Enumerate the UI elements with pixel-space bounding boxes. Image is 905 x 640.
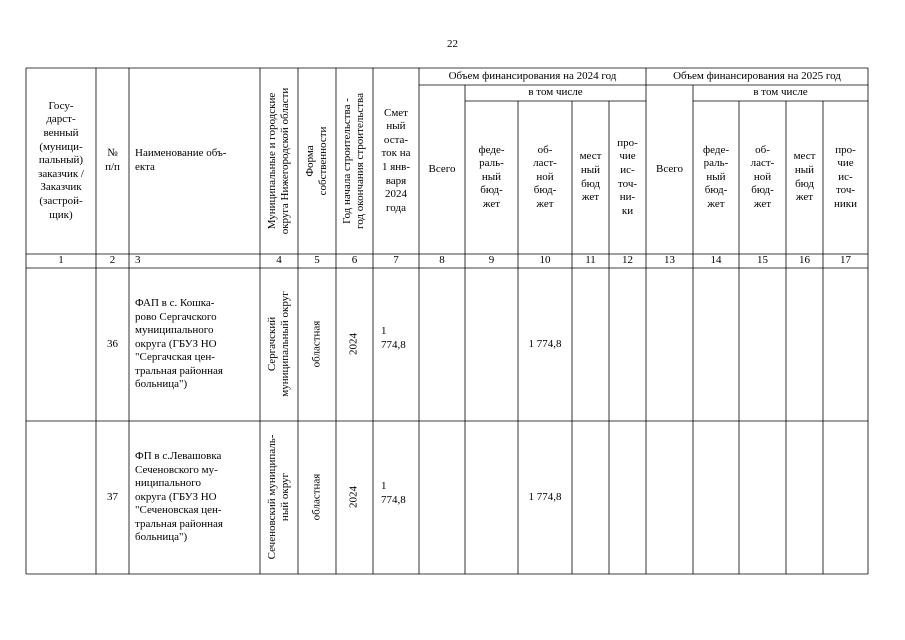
row-37-municipal: Сеченовский муниципаль- ный округ: [266, 434, 291, 560]
col-number-14: 14: [710, 254, 722, 267]
row-37-number: 37: [107, 490, 118, 503]
col-number-9: 9: [488, 254, 495, 267]
header-name: Наименование объ- екта: [135, 147, 227, 173]
col-number-6: 6: [351, 254, 358, 267]
header-federal-2024: феде- раль- ный бюд- жет: [478, 143, 505, 210]
header-years: Год начала строительства - год окончания строительства: [341, 93, 366, 229]
header-local-2025: мест ный бюд жет: [793, 150, 816, 204]
header-other-2025: про- чие ис- точ- ники: [833, 143, 857, 210]
row-36-number: 36: [107, 337, 118, 350]
row-37-years: 2024: [347, 486, 360, 508]
row-36-name: ФАП в с. Кошка- рово Сергачского муниципального округа (ГБУЗ НО "Сергачская цен- тральная районная больница"): [135, 296, 223, 391]
header-total-2024: Всего: [428, 162, 456, 175]
col-number-10: 10: [539, 254, 551, 267]
row-36-ownership: областная: [310, 320, 323, 368]
header-customer: Госу- дарст- венный (муници- пальный) заказчик / Заказчик (застрой- щик): [38, 99, 84, 221]
col-number-1: 1: [58, 254, 64, 267]
page-number: 22: [447, 38, 458, 50]
col-number-15: 15: [757, 254, 768, 267]
row-36-regional-2024: 1 774,8: [528, 337, 562, 350]
header-total-2025: Всего: [656, 162, 683, 175]
row-36-remainder: 1 774,8: [381, 325, 406, 351]
header-local-2024: мест ный бюд жет: [579, 150, 602, 204]
col-number-7: 7: [393, 254, 399, 267]
col-number-8: 8: [439, 254, 445, 267]
header-number: № п/п: [105, 147, 120, 173]
col-number-16: 16: [799, 254, 810, 267]
header-incl-2024: в том числе: [528, 86, 583, 99]
header-ownership: Форма собственности: [304, 126, 329, 196]
row-37-regional-2024: 1 774,8: [528, 490, 562, 503]
header-other-2024: про- чие ис- точ- ни- ки: [617, 136, 638, 217]
col-number-11: 11: [585, 254, 596, 267]
header-regional-2025: об- ласт- ной бюд- жет: [750, 143, 775, 210]
header-remainder: Смет ный оста- ток на 1 янв- варя 2024 года: [381, 106, 411, 214]
col-number-17: 17: [840, 254, 851, 267]
header-municipal: Муниципальные и городские округа Нижегородской области: [266, 87, 291, 235]
header-federal-2025: феде- раль- ный бюд- жет: [702, 143, 729, 210]
header-fin-2025: Объем финансирования на 2025 год: [673, 69, 841, 82]
col-number-2: 2: [109, 254, 116, 267]
row-37-ownership: областная: [310, 473, 323, 521]
col-number-4: 4: [276, 254, 282, 267]
header-fin-2024: Объем финансирования на 2024 год: [448, 69, 617, 82]
row-37-remainder: 1 774,8: [381, 480, 406, 506]
row-36-years: 2024: [347, 333, 360, 355]
col-number-3: 3: [135, 254, 141, 267]
col-number-12: 12: [622, 254, 633, 267]
col-number-13: 13: [664, 254, 675, 267]
row-36-municipal: Сергачский муниципальный округ: [266, 291, 291, 397]
header-incl-2025: в том числе: [753, 86, 808, 99]
row-37-name: ФП в с.Левашовка Сеченовского му- ниципального округа (ГБУЗ НО "Сеченовская цен- тральная районная больница"): [135, 449, 223, 544]
col-number-5: 5: [314, 254, 320, 267]
header-regional-2024: об- ласт- ной бюд- жет: [533, 143, 557, 210]
